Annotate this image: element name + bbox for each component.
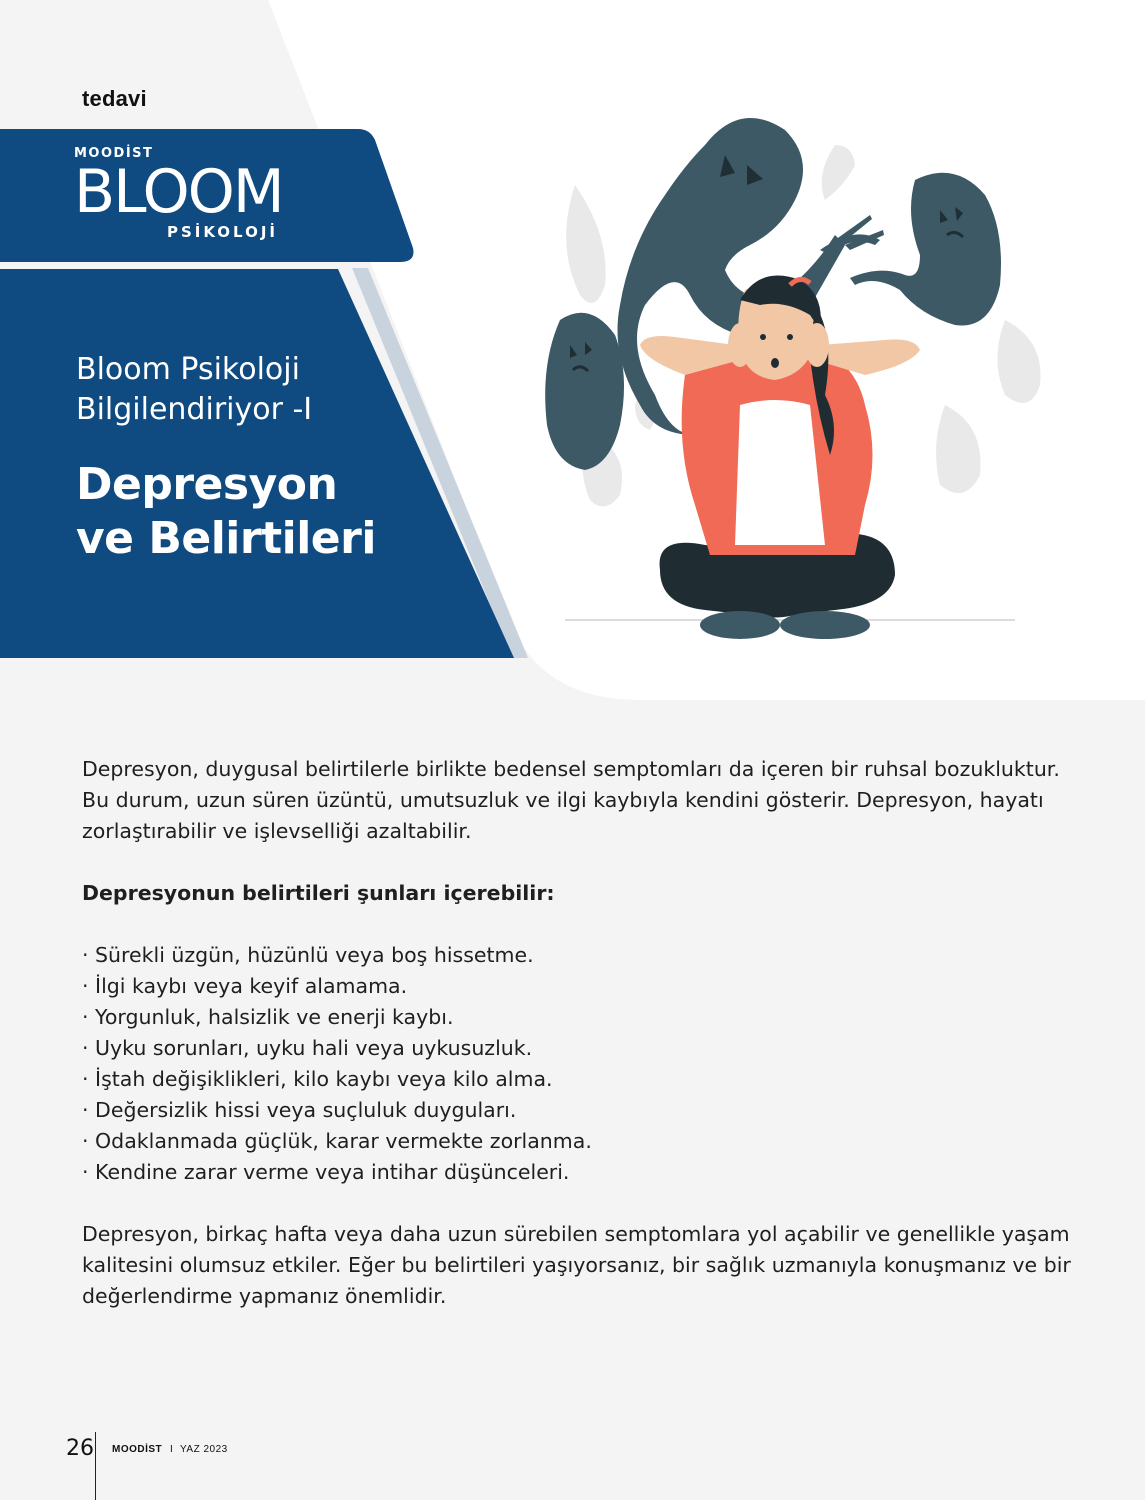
magazine-name: MOODİST [112, 1444, 163, 1455]
list-item: · Değersizlik hissi veya suçluluk duyguları. [82, 1095, 1072, 1126]
conclusion-paragraph: Depresyon, birkaç hafta veya daha uzun sürebilen semptomlara yol açabilir ve genellikle yaşam kalitesini olumsuz etkiler. Eğer bu belirtileri yaşıyorsanız, bir sağlık uzmanıyla konuşmanız ve bir değerlendirme yapmanız önemlidir. [82, 1222, 1071, 1308]
list-item: · Kendine zarar verme veya intihar düşünceleri. [82, 1157, 1072, 1188]
list-item: · Odaklanmada güçlük, karar vermekte zorlanma. [82, 1126, 1072, 1157]
list-item: · Sürekli üzgün, hüzünlü veya boş hissetme. [82, 940, 1072, 971]
footer-separator: I [170, 1444, 173, 1455]
list-item: · Yorgunluk, halsizlik ve enerji kaybı. [82, 1002, 1072, 1033]
intro-paragraph: Depresyon, duygusal belirtilerle birlikte bedensel semptomları da içeren bir ruhsal bozukluktur. Bu durum, uzun süren üzüntü, umutsuzluk ve ilgi kaybıyla kendini gösterir. Depresyon, hayatı zorlaştırabilir ve işlevselliği azaltabilir. [82, 757, 1060, 843]
footer-divider [95, 1432, 96, 1500]
hero-title-line2: ve Belirtileri [76, 513, 376, 564]
page-footer [0, 1432, 400, 1500]
logo-top-text: MOODİST [74, 146, 154, 161]
hero-subtitle [76, 350, 312, 430]
symptoms-heading: Depresyonun belirtileri şunları içerebilir: [82, 881, 555, 905]
symptoms-list [82, 940, 1072, 1188]
hero-subtitle-line1: Bloom Psikoloji [76, 352, 300, 387]
bloom-logo [74, 146, 283, 241]
logo-sub-text: PSİKOLOJİ [166, 223, 278, 241]
list-item: · İlgi kaybı veya keyif alamama. [82, 971, 1072, 1002]
hero-subtitle-line2: Bilgilendiriyor -I [76, 392, 313, 427]
stressed-woman-illustration [535, 105, 1055, 650]
article-body [82, 754, 1072, 1312]
issue-label: YAZ 2023 [180, 1444, 228, 1455]
list-item: · İştah değişiklikleri, kilo kaybı veya kilo alma. [82, 1064, 1072, 1095]
section-tag: tedavi [82, 86, 147, 111]
logo-main-text: BLOOM [74, 157, 283, 227]
page-number: 26 [66, 1436, 94, 1461]
hero-title [76, 458, 376, 566]
hero-title-line1: Depresyon [76, 459, 338, 510]
list-item: · Uyku sorunları, uyku hali veya uykusuzluk. [82, 1033, 1072, 1064]
